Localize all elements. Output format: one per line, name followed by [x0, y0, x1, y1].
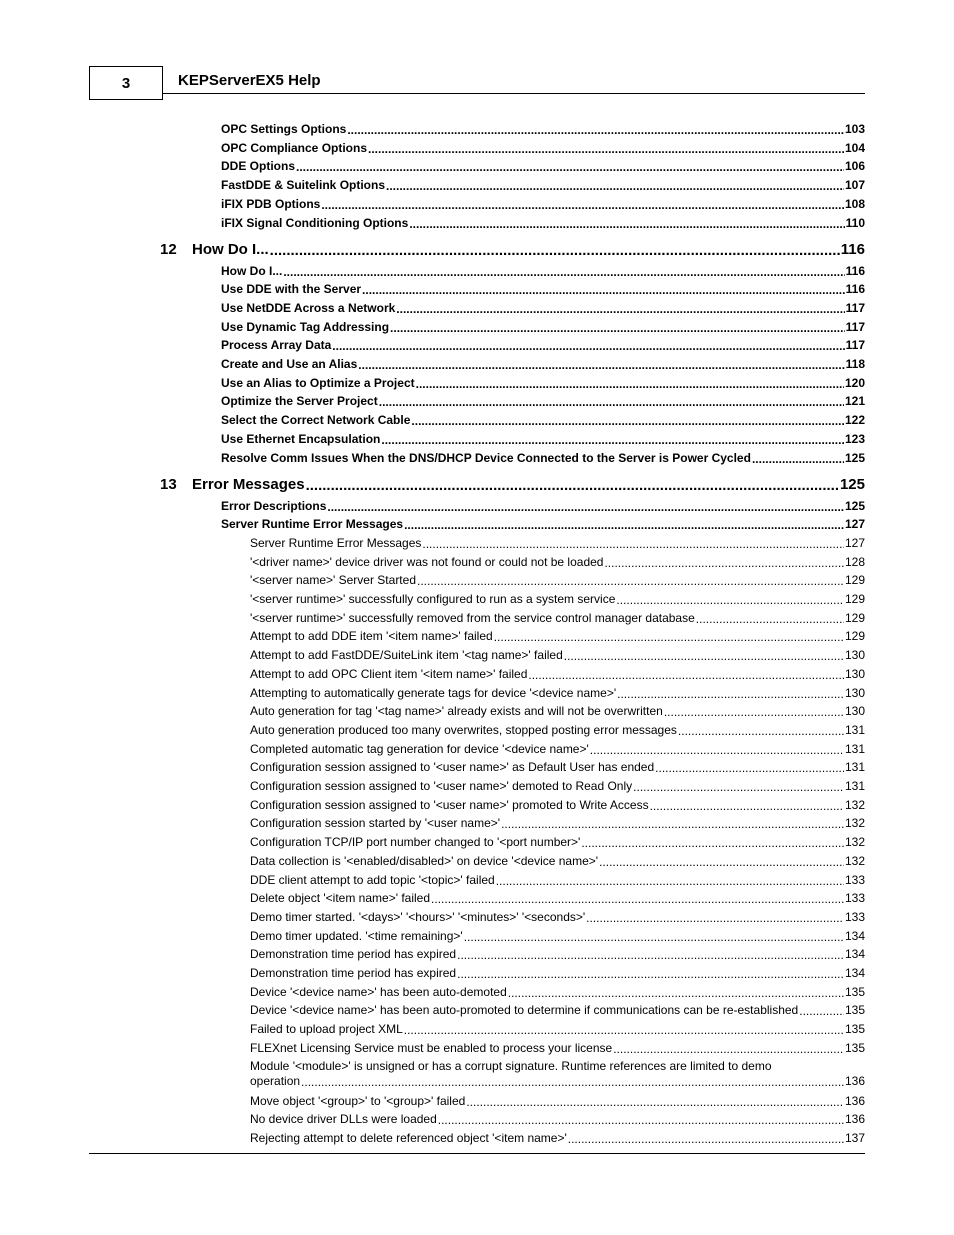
toc-page-number: 134: [844, 947, 865, 962]
dot-leader: [362, 284, 845, 296]
dot-leader: [696, 613, 844, 625]
toc-chapter-entry[interactable]: [160, 474, 865, 493]
toc-page-number: 125: [844, 498, 865, 513]
toc-page-number: 129: [844, 592, 865, 606]
dot-leader: [327, 501, 844, 513]
dot-leader: [617, 688, 844, 700]
toc-page-number: 137: [844, 1130, 865, 1145]
toc-entry[interactable]: [250, 535, 865, 550]
dot-leader: [368, 143, 844, 155]
dot-leader: [416, 378, 844, 390]
toc-entry-title: Failed to upload project XML: [250, 1022, 403, 1037]
toc-page-number: 133: [844, 909, 865, 924]
toc-chapter-title: How Do I...: [192, 240, 269, 258]
dot-leader: [306, 478, 839, 493]
page-number-box: [89, 66, 163, 100]
toc-page-number: 130: [844, 704, 865, 719]
dot-leader: [457, 949, 844, 961]
toc-entry[interactable]: [250, 591, 865, 606]
dot-leader: [494, 631, 844, 643]
dot-leader: [650, 800, 844, 812]
dot-leader: [270, 243, 840, 258]
toc-entry[interactable]: [221, 412, 865, 427]
toc-entry-title: Error Descriptions: [221, 498, 327, 513]
toc-entry[interactable]: [221, 177, 865, 192]
toc-entry-title: '<server runtime>' successfully configured to run as a system service: [250, 592, 616, 606]
toc-entry-title: Select the Correct Network Cable: [221, 413, 411, 428]
toc-entry[interactable]: [221, 431, 865, 446]
toc-page-number: 131: [844, 722, 865, 737]
toc-entry[interactable]: [250, 1059, 865, 1089]
dot-leader: [409, 218, 844, 230]
dot-leader: [390, 322, 845, 334]
dot-leader: [431, 893, 844, 905]
toc-page-number: 116: [845, 282, 865, 297]
dot-leader: [568, 1133, 844, 1145]
toc-page-number: 129: [844, 629, 865, 644]
dot-leader: [633, 781, 844, 793]
toc-entry[interactable]: [250, 741, 865, 756]
toc-entry[interactable]: [221, 121, 865, 136]
toc-entry-title: Use an Alias to Optimize a Project: [221, 375, 415, 390]
toc-entry-title: Resolve Comm Issues When the DNS/DHCP Device Connected to the Server is Power Cycled: [221, 450, 751, 465]
toc-entry-title: Completed automatic tag generation for device '<device name>': [250, 741, 589, 756]
toc-entry[interactable]: [250, 909, 865, 924]
toc-entry[interactable]: [250, 834, 865, 849]
toc-page-number: 135: [844, 984, 865, 999]
dot-leader: [564, 650, 844, 662]
dot-leader: [590, 744, 844, 756]
dot-leader: [599, 856, 844, 868]
document-title: KEPServerEX5 Help: [178, 72, 321, 89]
dot-leader: [664, 706, 844, 718]
toc-page-number: 117: [845, 338, 865, 353]
dot-leader: [332, 340, 844, 352]
toc-entry[interactable]: [250, 1002, 865, 1017]
toc-page-number: 130: [844, 685, 865, 700]
toc-page-number: 103: [844, 122, 865, 136]
toc-entry-title: Use Dynamic Tag Addressing: [221, 319, 390, 334]
toc-entry[interactable]: [250, 647, 865, 662]
toc-page-number: 122: [844, 413, 865, 428]
toc-page-number: 130: [844, 666, 865, 681]
toc-entry-title: Auto generation produced too many overwrites, stopped posting error messages: [250, 722, 677, 737]
dot-leader: [321, 199, 844, 211]
toc-entry[interactable]: [250, 890, 865, 905]
dot-leader: [457, 968, 844, 980]
toc-entry[interactable]: [221, 393, 865, 408]
dot-leader: [616, 594, 844, 606]
toc-page-number: 132: [844, 816, 865, 831]
toc-entry-title: Module '<module>' is unsigned or has a corrupt signature. Runtime references are limited to demo: [250, 1058, 772, 1073]
dot-leader: [404, 1024, 844, 1036]
toc-page-number: 116: [840, 240, 865, 258]
toc-page-number: 134: [844, 928, 865, 943]
toc-entry[interactable]: [221, 140, 865, 155]
dot-leader: [528, 669, 844, 681]
toc-entry[interactable]: [250, 965, 865, 980]
toc-entry-title: Delete object '<item name>' failed: [250, 891, 431, 906]
toc-entry[interactable]: [221, 196, 865, 211]
toc-entry[interactable]: [250, 703, 865, 718]
dot-leader: [396, 303, 844, 315]
dot-leader: [496, 875, 844, 887]
dot-leader: [417, 575, 844, 587]
dot-leader: [438, 1114, 844, 1126]
toc-entry-title: '<server name>' Server Started: [250, 573, 416, 588]
toc-entry-title: Auto generation for tag '<tag name>' already exists and will not be overwritten: [250, 704, 663, 719]
toc-page-number: 116: [845, 263, 865, 278]
toc-entry[interactable]: [250, 666, 865, 681]
toc-entry[interactable]: [221, 263, 865, 278]
toc-page-number: 132: [844, 797, 865, 812]
toc-entry-title: Device '<device name>' has been auto-demoted: [250, 984, 507, 999]
toc-entry-title: FLEXnet Licensing Service must be enabled to process your license: [250, 1040, 613, 1055]
toc-page-number: 123: [844, 431, 865, 446]
toc-entry[interactable]: [221, 516, 865, 531]
toc-entry-title: iFIX PDB Options: [221, 196, 321, 211]
toc-entry-title-continued: operation: [250, 1073, 301, 1088]
toc-entry-title: DDE client attempt to add topic '<topic>' failed: [250, 872, 495, 887]
header-rule: [163, 93, 865, 94]
toc-page-number: 132: [844, 853, 865, 868]
toc-entry[interactable]: [221, 450, 865, 465]
toc-entry-title: Optimize the Server Project: [221, 394, 378, 409]
toc-entry-title: Configuration session assigned to '<user name>' demoted to Read Only: [250, 779, 633, 793]
toc-page-number: 130: [844, 648, 865, 663]
toc-entry[interactable]: [250, 1040, 865, 1055]
toc-entry-title: Demonstration time period has expired: [250, 966, 457, 980]
dot-leader: [508, 987, 844, 999]
toc-page-number: 127: [844, 517, 865, 532]
dot-leader: [678, 725, 844, 737]
toc-page-number: 136: [844, 1112, 865, 1127]
toc-entry[interactable]: [250, 722, 865, 737]
toc-page-number: 118: [845, 357, 865, 371]
toc-entry-title: Use DDE with the Server: [221, 282, 362, 297]
toc-entry[interactable]: [250, 554, 865, 569]
toc-entry[interactable]: [221, 498, 865, 513]
toc-entry-title: Device '<device name>' has been auto-promoted to determine if communications can be re-established: [250, 1003, 799, 1018]
dot-leader: [466, 1096, 844, 1108]
toc-entry[interactable]: [250, 778, 865, 793]
toc-entry[interactable]: [250, 853, 865, 868]
toc-entry[interactable]: [250, 1111, 865, 1126]
toc-page-number: 129: [844, 610, 865, 625]
toc-page-number: 125: [839, 475, 865, 493]
toc-chapter-entry[interactable]: [160, 239, 865, 258]
toc-entry[interactable]: [221, 281, 865, 296]
toc-entry-title: How Do I...: [221, 263, 283, 278]
toc-entry-title: Attempt to add DDE item '<item name>' failed: [250, 629, 493, 644]
toc-page-number: 117: [845, 319, 865, 334]
toc-chapter-number: 13: [160, 475, 177, 493]
toc-page-number: 104: [844, 140, 865, 155]
toc-page-number: 107: [844, 178, 865, 193]
toc-chapter-title: Error Messages: [192, 475, 305, 493]
toc-entry-title: Demo timer started. '<days>' '<hours>' '<minutes>' '<seconds>': [250, 909, 586, 924]
toc-entry-title: Process Array Data: [221, 338, 332, 353]
toc-entry[interactable]: [250, 628, 865, 643]
toc-page-number: 117: [845, 300, 865, 315]
toc-page-number: 125: [844, 450, 865, 465]
toc-page-number: 132: [844, 835, 865, 850]
toc-entry-title: DDE Options: [221, 159, 295, 174]
toc-entry-title: OPC Compliance Options: [221, 140, 368, 155]
dot-leader: [799, 1005, 844, 1017]
toc-entry[interactable]: [221, 337, 865, 352]
toc-entry-title: Use Ethernet Encapsulation: [221, 431, 381, 446]
toc-entry-title: Server Runtime Error Messages: [221, 517, 404, 532]
toc-entry-title: Configuration TCP/IP port number changed to '<port number>': [250, 835, 581, 850]
toc-entry-title: '<driver name>' device driver was not found or could not be loaded: [250, 554, 604, 569]
toc-page-number: 134: [844, 966, 865, 980]
toc-entry[interactable]: [221, 375, 865, 390]
dot-leader: [501, 818, 844, 830]
toc-entry[interactable]: [221, 356, 865, 371]
dot-leader: [604, 557, 844, 569]
toc-entry-title: '<server runtime>' successfully removed from the service control manager database: [250, 610, 695, 625]
toc-entry-title: FastDDE & Suitelink Options: [221, 178, 386, 193]
toc-entry[interactable]: [250, 610, 865, 625]
toc-page-number: 135: [844, 1003, 865, 1018]
toc-entry[interactable]: [250, 1021, 865, 1036]
dot-leader: [404, 519, 844, 531]
toc-entry-title: Configuration session assigned to '<user name>' as Default User has ended: [250, 760, 655, 775]
toc-entry-title: Data collection is '<enabled/disabled>' on device '<device name>': [250, 853, 599, 868]
page-number: 3: [121, 74, 131, 92]
toc-chapter-number: 12: [160, 240, 177, 258]
toc-entry[interactable]: [250, 572, 865, 587]
dot-leader: [381, 434, 844, 446]
toc-entry-title: Create and Use an Alias: [221, 357, 358, 371]
toc-entry-title: Attempt to add OPC Client item '<item name>' failed: [250, 666, 528, 681]
toc-page-number: 129: [844, 573, 865, 588]
toc-page-number: 131: [844, 741, 865, 756]
toc-entry[interactable]: [250, 984, 865, 999]
toc-entry[interactable]: [221, 158, 865, 173]
toc-entry[interactable]: [250, 946, 865, 961]
dot-leader: [296, 161, 844, 173]
dot-leader: [581, 837, 844, 849]
toc-entry[interactable]: [250, 759, 865, 774]
dot-leader: [358, 359, 844, 371]
toc-page-number: 127: [844, 535, 865, 550]
toc-entry[interactable]: [250, 1130, 865, 1145]
dot-leader: [586, 912, 844, 924]
toc-entry[interactable]: [250, 928, 865, 943]
toc-page-number: 131: [844, 760, 865, 775]
toc-entry[interactable]: [250, 815, 865, 830]
toc-entry[interactable]: [221, 319, 865, 334]
dot-leader: [752, 453, 844, 465]
toc-entry[interactable]: [221, 300, 865, 315]
toc-page-number: 133: [844, 872, 865, 887]
toc-page-number: 128: [844, 554, 865, 569]
toc-entry-title: Configuration session started by '<user name>': [250, 816, 501, 831]
toc-page-number: 133: [844, 891, 865, 906]
toc-entry[interactable]: [221, 215, 865, 230]
toc-entry-title: Move object '<group>' to '<group>' failed: [250, 1093, 466, 1108]
toc-entry[interactable]: [250, 797, 865, 812]
toc-entry-title: Demonstration time period has expired: [250, 947, 457, 962]
toc-page-number: 136: [844, 1093, 865, 1108]
dot-leader: [464, 931, 844, 943]
dot-leader: [655, 762, 844, 774]
toc-entry-title: Server Runtime Error Messages: [250, 535, 422, 550]
dot-leader: [347, 124, 844, 136]
toc-page-number: 108: [844, 196, 865, 211]
toc-page-number: 120: [844, 375, 865, 390]
footer-rule: [89, 1153, 865, 1154]
toc-entry[interactable]: [250, 872, 865, 887]
dot-leader: [411, 415, 844, 427]
toc-page-number: 121: [844, 394, 865, 409]
toc-entry-title: No device driver DLLs were loaded: [250, 1112, 437, 1127]
toc-entry-title: Configuration session assigned to '<user name>' promoted to Write Access: [250, 797, 649, 812]
toc-entry-title: Attempting to automatically generate tags for device '<device name>': [250, 685, 617, 700]
toc-page-number: 135: [844, 1040, 865, 1055]
toc-entry-title: Rejecting attempt to delete referenced object '<item name>': [250, 1130, 567, 1145]
toc-entry-title: Demo timer updated. '<time remaining>': [250, 928, 463, 943]
toc-entry-title: iFIX Signal Conditioning Options: [221, 215, 409, 230]
dot-leader: [301, 1076, 844, 1088]
toc-page-number: 135: [844, 1022, 865, 1037]
toc-entry[interactable]: [250, 1093, 865, 1108]
toc-entry-title: OPC Settings Options: [221, 122, 347, 136]
toc-entry-title: Attempt to add FastDDE/SuiteLink item '<tag name>' failed: [250, 648, 563, 663]
dot-leader: [283, 266, 844, 278]
toc-page-number: 136: [844, 1073, 865, 1088]
dot-leader: [379, 396, 844, 408]
dot-leader: [386, 180, 844, 192]
toc-page-number: 110: [845, 215, 865, 230]
dot-leader: [422, 538, 844, 550]
toc-entry[interactable]: [250, 685, 865, 700]
toc-page-number: 131: [844, 779, 865, 793]
toc-page-number: 106: [844, 159, 865, 174]
dot-leader: [613, 1043, 844, 1055]
toc-entry-title: Use NetDDE Across a Network: [221, 300, 396, 315]
